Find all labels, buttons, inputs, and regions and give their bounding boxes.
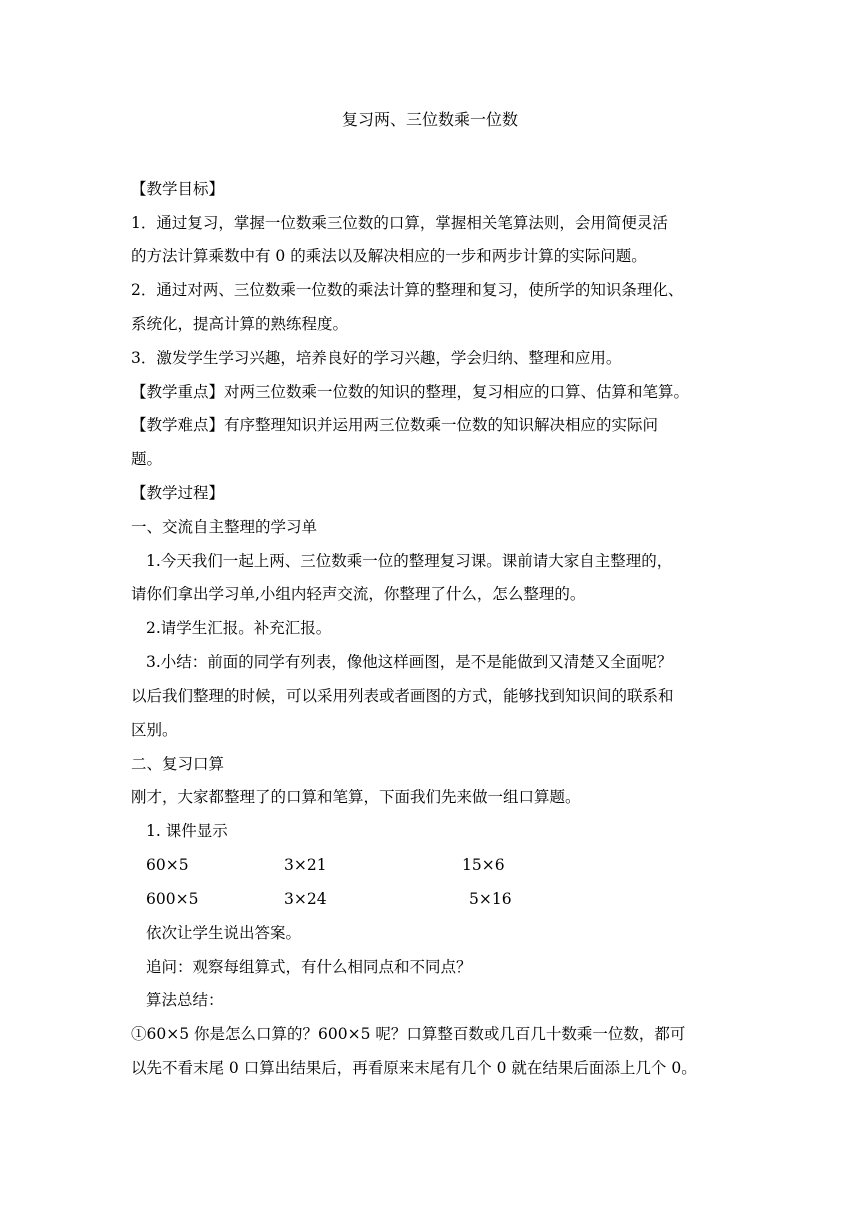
- expression: 60×5: [146, 856, 189, 874]
- expression: 3×21: [284, 856, 327, 874]
- objective-1-line-1: 1．通过复习，掌握一位数乘三位数的口算，掌握相关笔算法则，会用简便灵活: [131, 214, 668, 232]
- expression: 600×5: [146, 890, 199, 908]
- part-1-heading: 一、交流自主整理的学习单: [131, 518, 318, 536]
- part-1-item-1-line-2: 请你们拿出学习单,小组内轻声交流，你整理了什么，怎么整理的。: [131, 585, 586, 603]
- part-2-item-1: 1. 课件显示: [146, 822, 228, 840]
- part-1-item-1-line-1: 1.今天我们一起上两、三位数乘一位的整理复习课。课前请大家自主整理的，: [146, 552, 673, 570]
- part-2-summary-1-line-1: ①60×5 你是怎么口算的？600×5 呢？口算整百数或几百几十数乘一位数，都可: [131, 1025, 686, 1043]
- part-2-summary-1-line-2: 以先不看末尾 0 口算出结果后，再看原来末尾有几个 0 就在结果后面添上几个 0。: [131, 1059, 697, 1077]
- part-1-item-3-line-3: 区别。: [131, 721, 178, 739]
- part-2-heading: 二、复习口算: [131, 755, 225, 773]
- part-1-item-3-line-1: 3.小结：前面的同学有列表，像他这样画图，是不是能做到又清楚又全面呢？: [146, 653, 673, 671]
- part-2-answer: 依次让学生说出答案。: [146, 924, 302, 942]
- objective-2-line-2: 系统化，提高计算的熟练程度。: [131, 315, 349, 333]
- part-1-item-3-line-2: 以后我们整理的时候，可以采用列表或者画图的方式，能够找到知识间的联系和: [131, 687, 674, 705]
- objective-3: 3．激发学生学习兴趣，培养良好的学习兴趣，学会归纳、整理和应用。: [131, 349, 622, 367]
- process-heading: 【教学过程】: [131, 484, 225, 502]
- objective-2-line-1: 2．通过对两、三位数乘一位数的乘法计算的整理和复习，使所学的知识条理化、: [131, 281, 684, 299]
- objectives-heading: 【教学目标】: [131, 180, 225, 198]
- part-2-intro: 刚才，大家都整理了的口算和笔算，下面我们先来做一组口算题。: [131, 788, 581, 806]
- expression-row-1: [0, 852, 860, 878]
- difficulty-line-1: 【教学难点】有序整理知识并运用两三位数乘一位数的知识解决相应的实际问: [131, 416, 659, 434]
- key-point: 【教学重点】对两三位数乘一位数的知识的整理，复习相应的口算、估算和笔算。: [131, 383, 690, 401]
- document-title: 复习两、三位数乘一位数: [341, 110, 518, 129]
- part-2-summary: 算法总结：: [146, 991, 224, 1009]
- expression: 5×16: [469, 890, 512, 908]
- expression: 15×6: [462, 856, 505, 874]
- part-1-item-2: 2.请学生汇报。补充汇报。: [146, 619, 332, 637]
- difficulty-line-2: 题。: [131, 450, 163, 468]
- part-2-ask: 追问：观察每组算式，有什么相同点和不同点？: [146, 958, 472, 976]
- expression-row-2: [0, 886, 860, 912]
- objective-1-line-2: 的方法计算乘数中有 0 的乘法以及解决相应的一步和两步计算的实际问题。: [131, 247, 647, 265]
- expression: 3×24: [284, 890, 327, 908]
